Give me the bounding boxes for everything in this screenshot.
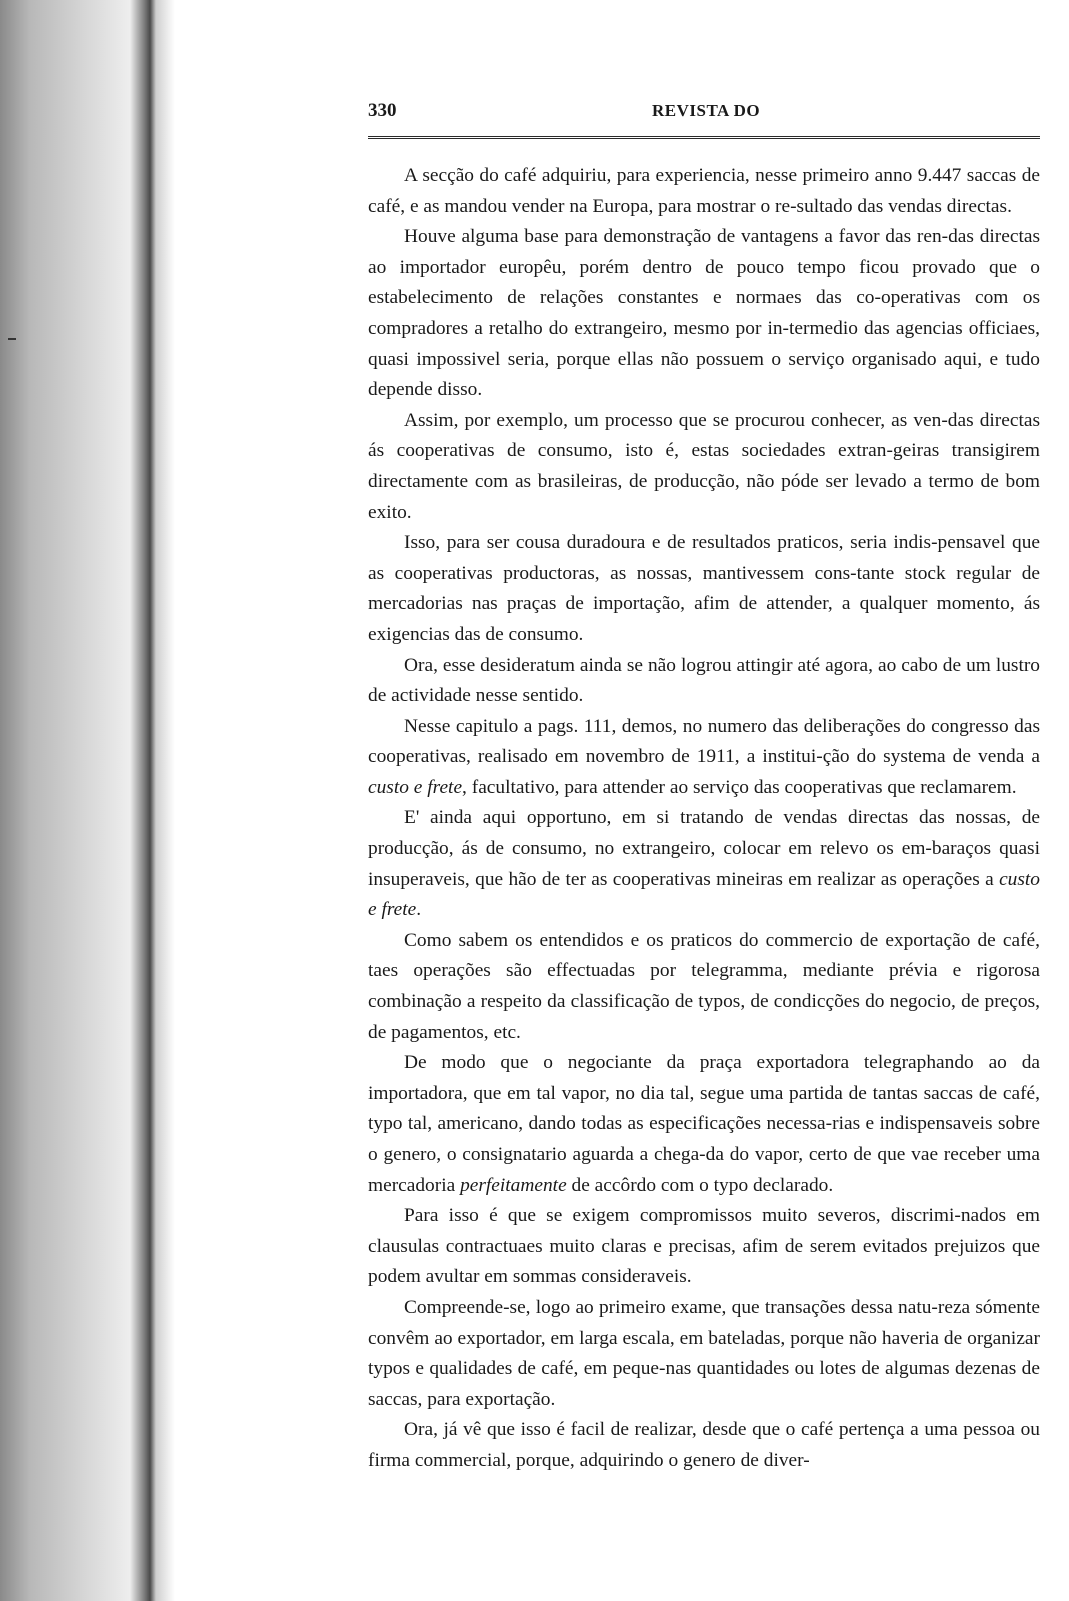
book-page <box>368 100 1040 1477</box>
paragraph-text: . <box>416 899 422 921</box>
book-binding-shadow <box>0 0 175 1601</box>
paragraph: Isso, para ser cousa duradoura e de resultados praticos, seria indis-pensavel que as cooperativas productoras, as nossas, mantivessem cons-tante stock regular de mercadorias nas praças de importação, afim de attender, a qualquer momento, ás exigencias das de consumo. <box>368 532 1040 645</box>
paragraph <box>368 1048 1040 1201</box>
running-head: REVISTA DO <box>652 101 761 120</box>
paragraph: Ora, já vê que isso é facil de realizar, desde que o café pertença a uma pessoa ou firma commercial, porque, adquirindo o genero de diver- <box>368 1419 1040 1471</box>
paragraph <box>368 712 1040 804</box>
paragraph <box>368 803 1040 925</box>
paragraph-text: , facultativo, para attender ao serviço das cooperativas que reclamarem. <box>462 776 1017 798</box>
paragraph: A secção do café adquiriu, para experiencia, nesse primeiro anno 9.447 saccas de café, e as mandou vender na Europa, para mostrar o re-sultado das vendas directas. <box>368 165 1040 217</box>
paragraph: Ora, esse desideratum ainda se não logrou attingir até agora, ao cabo de um lustro de actividade nesse sentido. <box>368 654 1040 707</box>
page-header <box>368 100 1040 139</box>
paragraph: Compreende-se, logo ao primeiro exame, que transações dessa natu-reza sómente convêm ao exportador, em larga escala, em bateladas, porque não haveria de organizar typos e qualidades de café, em peque-nas quantidades ou lotes de algumas dezenas de saccas, para exportação. <box>368 1296 1040 1410</box>
paragraph-text: E' ainda aqui opportuno, em si tratando de vendas directas das nossas, de producção, ás de consumo, no extrangeiro, colocar em relevo os em-baraços quasi insuperaveis, que hão de ter as cooperativas mineiras em realizar as operações a <box>368 807 1040 890</box>
italic-term: custo e frete <box>368 868 1040 921</box>
paragraph-text: De modo que o negociante da praça exportadora telegraphando ao da importadora, que em tal vapor, no dia tal, segue uma partida de tantas saccas de café, typo tal, americano, dando todas as especificações necessa-rias e indispensaveis sobre o genero, o consignatario aguarda a chega-da do vapor, certo de que vae receber uma mercadoria <box>368 1052 1040 1196</box>
paragraph: Houve alguma base para demonstração de vantagens a favor das ren-das directas ao importador europêu, porém dentro de pouco tempo ficou provado que o estabelecimento de relações constantes e normaes das co-operativas com os compradores a retalho do extrangeiro, mesmo por in-termedio das agencias officiaes, quasi impossivel seria, porque ellas não possuem o serviço organisado aqui, e tudo depende disso. <box>368 226 1040 401</box>
paragraph: Como sabem os entendidos e os praticos do commercio de exportação de café, taes operações são effectuadas por telegramma, mediante prévia e rigorosa combinação a respeito da classificação de typos, de condicções do negocio, de preços, de pagamentos, etc. <box>368 929 1040 1043</box>
paragraph-text: Nesse capitulo a pags. 111, demos, no numero das deliberações do congresso das cooperativas, realisado em novembro de 1911, a institui-ção do systema de venda a <box>368 715 1040 768</box>
gutter-mark <box>8 338 16 340</box>
italic-term: perfeitamente <box>460 1174 567 1196</box>
paragraph: Para isso é que se exigem compromissos muito severos, discrimi-nados em clausulas contractuaes muito claras e precisas, afim de serem evitados prejuizos que podem avultar em sommas consideraveis. <box>368 1205 1040 1288</box>
body-text <box>368 161 1040 1477</box>
page-number: 330 <box>368 100 397 121</box>
paragraph: Assim, por exemplo, um processo que se procurou conhecer, as ven-das directas ás cooperativas de consumo, isto é, estas sociedades extran-geiras transigirem directamente com as brasileiras, de producção, não póde ser levado a termo de bom exito. <box>368 409 1040 523</box>
paragraph-text: de accôrdo com o typo declarado. <box>566 1174 834 1196</box>
italic-term: custo e frete <box>368 776 463 798</box>
